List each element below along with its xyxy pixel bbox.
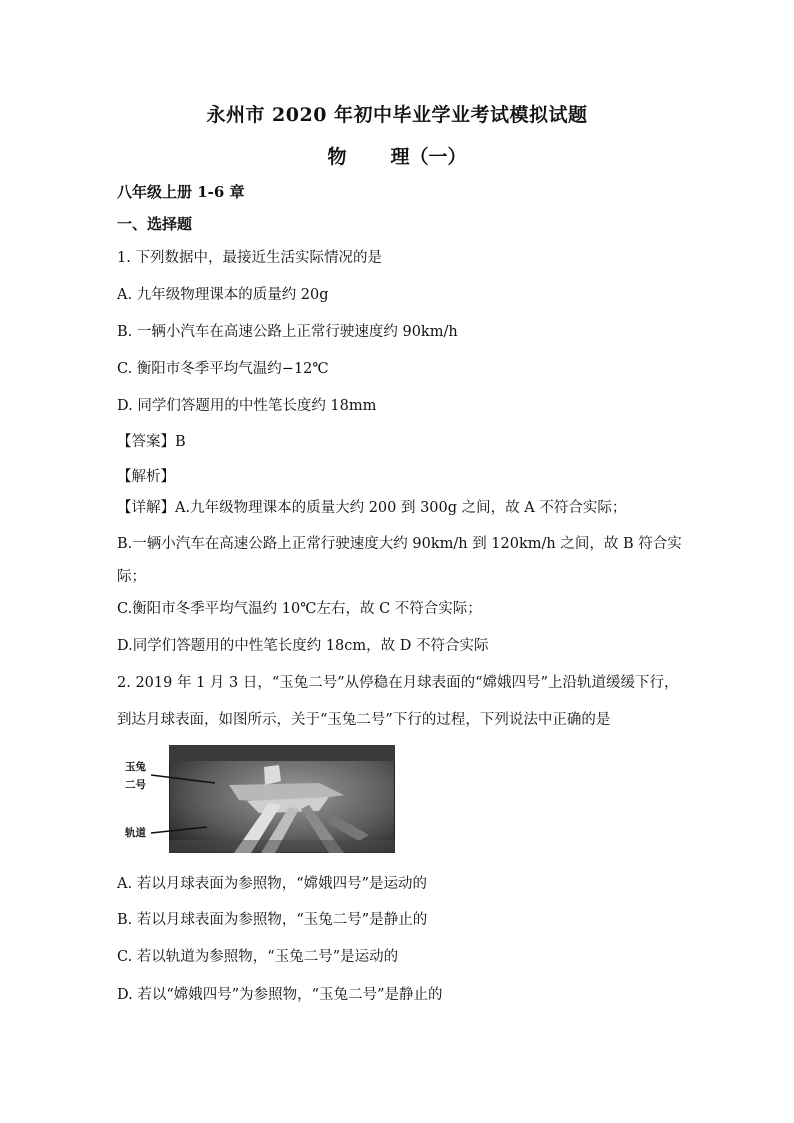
q2-option-a: A. 若以月球表面为参照物，“嫦娥四号”是运动的 [117, 876, 428, 892]
subject-heading [0, 142, 794, 169]
q1-analysis-line: D.同学们答题用的中性笔长度约 18cm，故 D 不符合实际 [117, 638, 489, 654]
subject-left: 物 [327, 146, 347, 168]
q1-analysis-heading: 【解析】 [117, 469, 175, 485]
q1-stem: 1. 下列数据中，最接近生活实际情况的是 [117, 250, 382, 266]
q1-analysis-line: 际； [117, 569, 146, 585]
section-heading: 一、选择题 [117, 215, 193, 233]
q2-stem-line1: 2. 2019 年 1 月 3 日，“玉兔二号”从停稳在月球表面的“嫦娥四号”上沿轨道缓缓下行， [117, 675, 679, 691]
q2-figure [117, 745, 287, 855]
q2-stem-line2: 到达月球表面，如图所示，关于“玉兔二号”下行的过程，下列说法中正确的是 [117, 712, 611, 728]
q1-analysis-line: B.一辆小汽车在高速公路上正常行驶速度大约 90km/h 到 120km/h 之间，故 B 符合实 [117, 536, 682, 552]
q1-answer: 【答案】B [117, 434, 186, 450]
q2-option-c: C. 若以轨道为参照物，“玉兔二号”是运动的 [117, 949, 399, 965]
q1-option-a: A. 九年级物理课本的质量约 20g [117, 287, 329, 303]
q2-option-d: D. 若以“嫦娥四号”为参照物，“玉兔二号”是静止的 [117, 987, 443, 1003]
exam-title: 永州市 2020 年初中毕业学业考试模拟试题 [206, 104, 588, 126]
scope-line: 八年级上册 1-6 章 [117, 183, 245, 201]
q1-analysis-line: 【详解】A.九年级物理课本的质量大约 200 到 300g 之间，故 A 不符合实际； [117, 500, 627, 516]
figure-pointer-lines [117, 745, 287, 855]
q1-option-b: B. 一辆小汽车在高速公路上正常行驶速度约 90km/h [117, 324, 458, 340]
q1-analysis-line: C.衡阳市冬季平均气温约 10℃左右，故 C 不符合实际； [117, 601, 482, 617]
subject-right: 理（一） [390, 146, 467, 168]
figure-label-rover-1: 玉兔 [125, 761, 146, 773]
q2-option-b: B. 若以月球表面为参照物，“玉兔二号”是静止的 [117, 912, 428, 928]
q1-option-c: C. 衡阳市冬季平均气温约−12℃ [117, 361, 329, 377]
figure-label-track: 轨道 [125, 827, 146, 839]
q1-option-d: D. 同学们答题用的中性笔长度约 18mm [117, 398, 377, 414]
figure-label-rover-2: 二号 [125, 779, 146, 791]
